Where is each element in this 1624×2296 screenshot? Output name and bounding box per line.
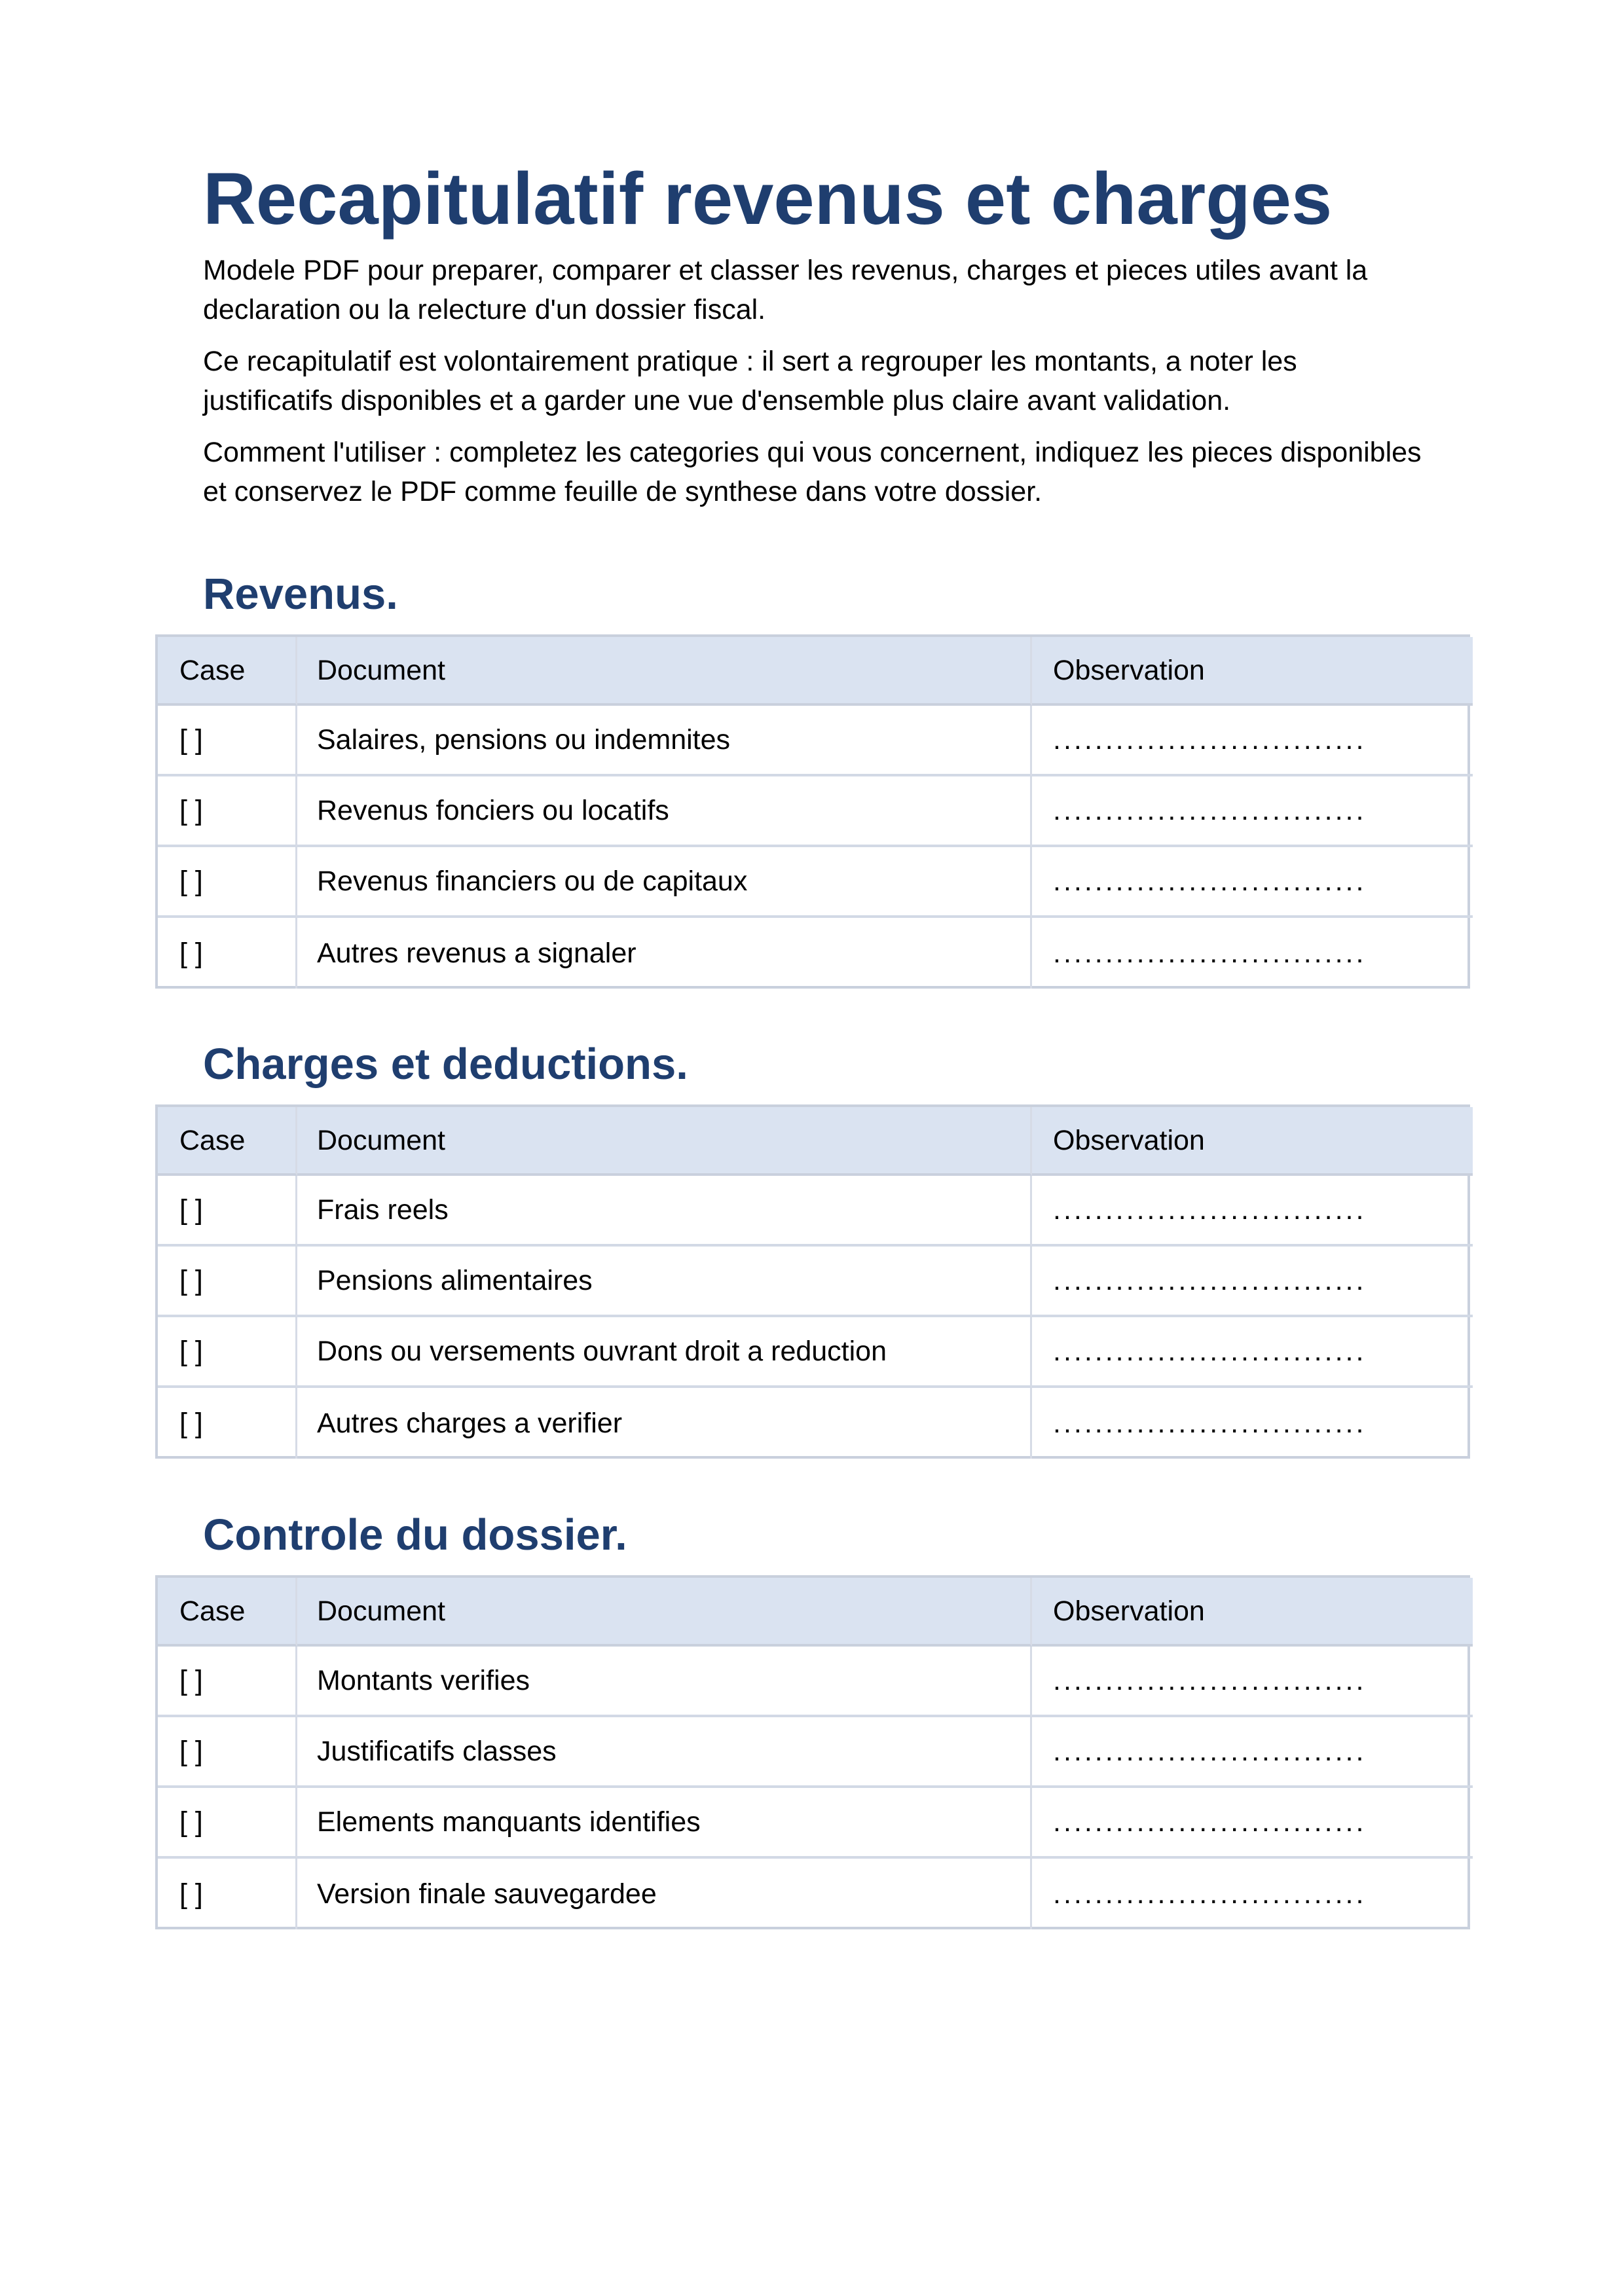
checkbox-cell: [ ]	[158, 1647, 297, 1717]
document-cell: Justificatifs classes	[297, 1717, 1032, 1788]
checkbox-cell: [ ]	[158, 1717, 297, 1788]
checkbox-cell: [ ]	[158, 706, 297, 776]
charges-table	[155, 1104, 1470, 1459]
section-heading-revenus: Revenus.	[203, 570, 398, 619]
checkbox-cell: [ ]	[158, 1176, 297, 1247]
document-cell: Revenus financiers ou de capitaux	[297, 847, 1032, 918]
document-cell: Frais reels	[297, 1176, 1032, 1247]
checkbox-cell: [ ]	[158, 1788, 297, 1859]
section-heading-controle: Controle du dossier.	[203, 1510, 627, 1559]
observation-cell: ..............................	[1032, 776, 1473, 847]
observation-cell: ..............................	[1032, 1788, 1473, 1859]
observation-cell: ..............................	[1053, 938, 1367, 969]
document-cell: Montants verifies	[297, 1647, 1032, 1717]
document-cell: Elements manquants identifies	[297, 1788, 1032, 1859]
document-cell: Salaires, pensions ou indemnites	[297, 706, 1032, 776]
column-header-case: Case	[158, 1107, 297, 1176]
column-header-observation: Observation	[1032, 1578, 1473, 1647]
observation-cell: ..............................	[1053, 1878, 1367, 1910]
checkbox-cell: [ ]	[158, 918, 297, 989]
intro-paragraph-3: Comment l'utiliser : completez les categories qui vous concernent, indiquez les pieces disponibles et conservez le PDF comme feuille de synthese dans votre dossier.	[203, 437, 1422, 507]
observation-cell: ..............................	[1032, 1317, 1473, 1388]
checkbox-cell: [ ]	[158, 847, 297, 918]
document-cell: Pensions alimentaires	[297, 1247, 1032, 1317]
observation-cell: ..............................	[1053, 1408, 1367, 1439]
checkbox-cell: [ ]	[158, 1859, 297, 1929]
observation-cell: ..............................	[1032, 1247, 1473, 1317]
document-cell: Autres charges a verifier	[297, 1388, 1032, 1459]
column-header-document: Document	[297, 1578, 1032, 1647]
section-heading-charges: Charges et deductions.	[203, 1040, 688, 1089]
column-header-document: Document	[297, 1107, 1032, 1176]
observation-cell: ..............................	[1032, 847, 1473, 918]
observation-cell: ..............................	[1032, 706, 1473, 776]
controle-table	[155, 1575, 1470, 1929]
column-header-case: Case	[158, 1578, 297, 1647]
observation-cell: ..............................	[1032, 1717, 1473, 1788]
column-header-observation: Observation	[1032, 1107, 1473, 1176]
document-cell: Dons ou versements ouvrant droit a reduction	[297, 1317, 1032, 1388]
column-header-observation: Observation	[1032, 637, 1473, 706]
document-cell: Autres revenus a signaler	[297, 918, 1032, 989]
revenus-table	[155, 634, 1470, 989]
intro-paragraph-2: Ce recapitulatif est volontairement pratique : il sert a regrouper les montants, a noter les justificatifs disponibles et a garder une vue d'ensemble plus claire avant validation.	[203, 346, 1297, 416]
document-cell: Version finale sauvegardee	[297, 1859, 1032, 1929]
checkbox-cell: [ ]	[158, 1317, 297, 1388]
document-title: Recapitulatif revenus et charges	[203, 158, 1333, 240]
checkbox-cell: [ ]	[158, 776, 297, 847]
observation-cell: ..............................	[1032, 1176, 1473, 1247]
checkbox-cell: [ ]	[158, 1388, 297, 1459]
intro-paragraph-1: Modele PDF pour preparer, comparer et classer les revenus, charges et pieces utiles avant la declaration ou la relecture d'un dossier fiscal.	[203, 255, 1368, 325]
column-header-document: Document	[297, 637, 1032, 706]
observation-cell: ..............................	[1032, 1647, 1473, 1717]
checkbox-cell: [ ]	[158, 1247, 297, 1317]
column-header-case: Case	[158, 637, 297, 706]
document-cell: Revenus fonciers ou locatifs	[297, 776, 1032, 847]
